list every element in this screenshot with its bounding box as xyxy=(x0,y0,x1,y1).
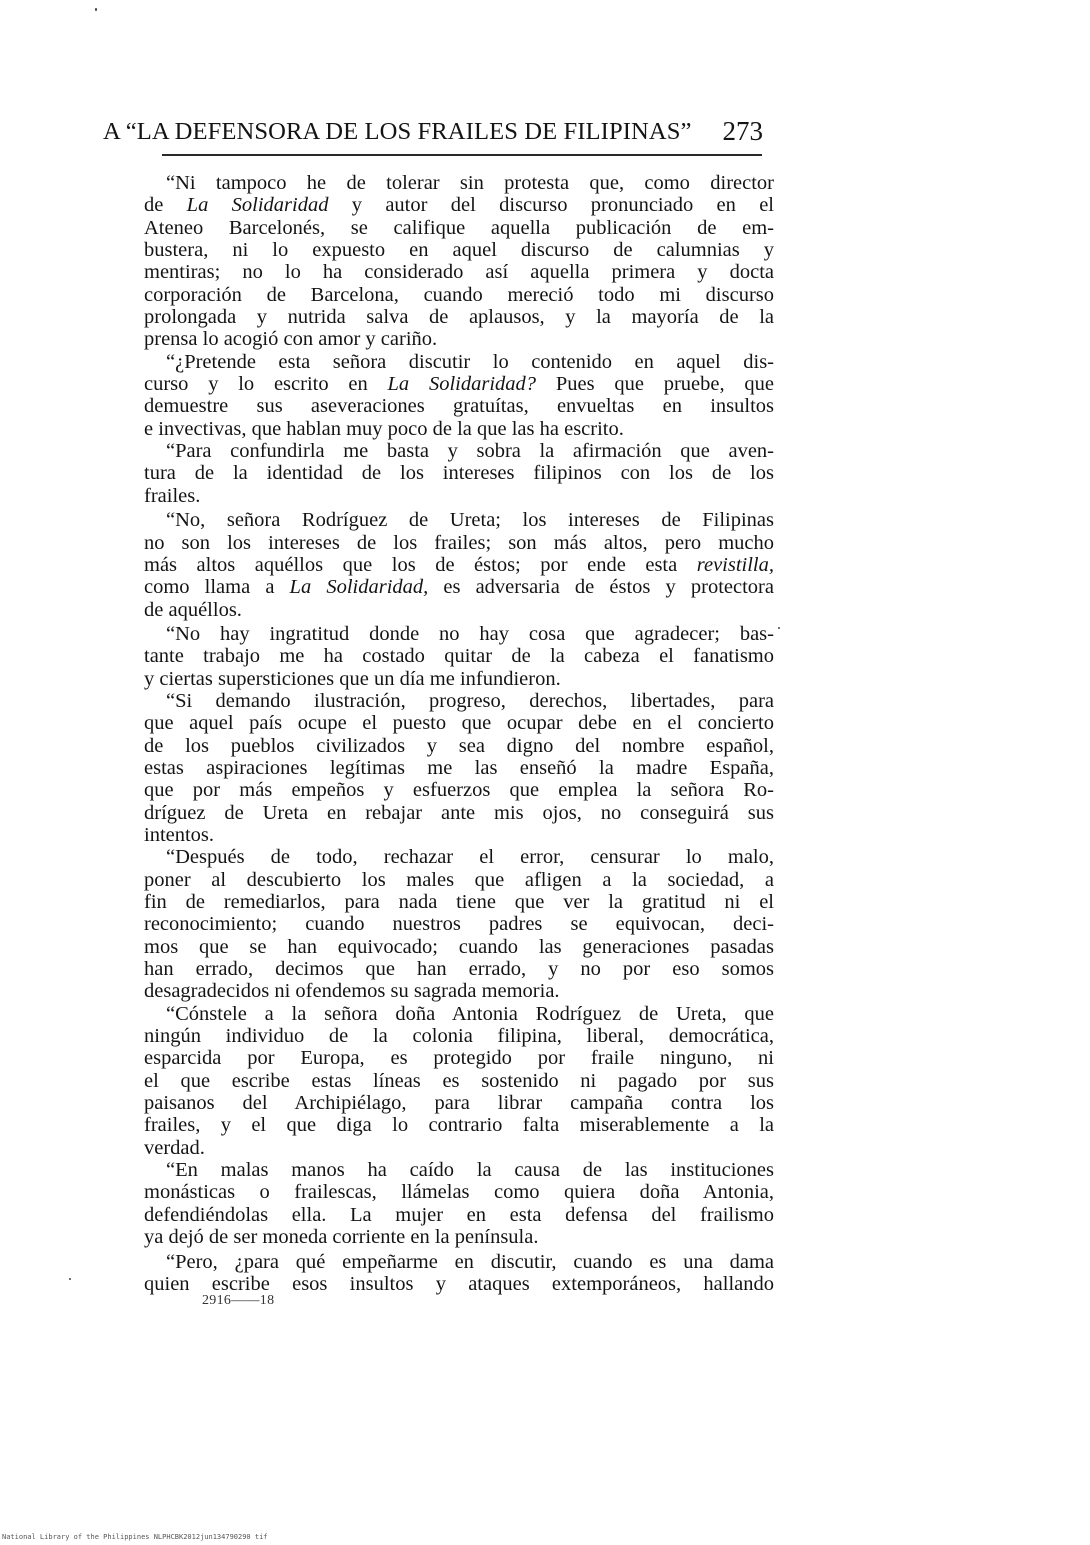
text-line: estas aspiraciones legítimas me las enseñó la madre España, xyxy=(144,756,774,779)
text-line: reconocimiento; cuando nuestros padres se equivocan, deci- xyxy=(144,913,774,936)
text-line: Ateneo Barcelonés, se califique aquella publicación de em- xyxy=(144,216,774,239)
text-line: bustera, ni lo expuesto en aquel discurso de calumnias y xyxy=(144,239,774,262)
text-line: más altos aquéllos que los de éstos; por ende esta revistilla, xyxy=(144,553,774,576)
paragraph xyxy=(144,509,774,621)
text-line: de aquéllos. xyxy=(144,598,242,621)
text-line: desagradecidos ni ofendemos su sagrada memoria. xyxy=(144,980,560,1003)
text-line: verdad. xyxy=(144,1136,205,1159)
text-line: que por más empeños y esfuerzos que emplea la señora Ro- xyxy=(144,779,774,802)
text-line: monásticas o frailescas, llámelas como quiera doña Antonia, xyxy=(144,1181,774,1204)
italic-title: La Solidaridad xyxy=(186,194,329,217)
scan-speck xyxy=(95,8,97,11)
text-line: “No, señora Rodríguez de Ureta; los intereses de Filipinas xyxy=(166,509,774,532)
text-line: “No hay ingratitud donde no hay cosa que agradecer; bas- xyxy=(166,622,774,645)
signature-mark: 2916——18 xyxy=(202,1293,275,1308)
text-line: esparcida por Europa, es protegido por fraile ninguno, ni xyxy=(144,1047,774,1070)
text-line: “Si demando ilustración, progreso, derechos, libertades, para xyxy=(166,689,774,712)
paragraph xyxy=(144,846,774,1002)
italic-title: La Solidaridad? xyxy=(387,373,537,396)
text-line: poner al descubierto los males que afligen a la sociedad, a xyxy=(144,868,774,891)
text-line: “¿Pretende esta señora discutir lo contenido en aquel dis- xyxy=(166,350,774,373)
text-line: corporación de Barcelona, cuando mereció todo mi discurso xyxy=(144,283,774,306)
scan-speck xyxy=(778,627,780,629)
text-line: que aquel país ocupe el puesto que ocupar debe en el concierto xyxy=(144,712,774,735)
body-text xyxy=(144,172,774,1295)
text-line: “Después de todo, rechazar el error, censurar lo malo, xyxy=(166,846,774,869)
text-line: y ciertas supersticiones que un día me infundieron. xyxy=(144,667,561,690)
text-line: ningún individuo de la colonia filipina, liberal, democrática, xyxy=(144,1025,774,1048)
text-line: mos que se han equivocado; cuando las generaciones pasadas xyxy=(144,935,774,958)
text-line: “Cónstele a la señora doña Antonia Rodríguez de Ureta, que xyxy=(166,1002,774,1025)
text-line: quien escribe esos insultos y ataques extemporáneos, hallando xyxy=(144,1272,774,1295)
paragraph xyxy=(144,690,774,846)
paragraph xyxy=(144,1159,774,1248)
scan-credit: National Library of the Philippines NLPHCBK2012jun134790290 tif xyxy=(2,1533,268,1541)
text-line: e invectivas, que hablan muy poco de la que las ha escrito. xyxy=(144,417,624,440)
paragraph xyxy=(144,1251,774,1296)
text-line: tura de la identidad de los intereses filipinos con los de los xyxy=(144,462,774,485)
page-number: 273 xyxy=(722,116,763,146)
text-line: frailes, y el que diga lo contrario falta miserablemente a la xyxy=(144,1114,774,1137)
text-line: defendiéndolas ella. La mujer en esta defensa del frailismo xyxy=(144,1203,774,1226)
running-title: A “LA DEFENSORA DE LOS FRAILES DE FILIPINAS” xyxy=(103,118,692,145)
text-line: “En malas manos ha caído la causa de las instituciones xyxy=(166,1159,774,1182)
text-line: “Pero, ¿para qué empeñarme en discutir, cuando es una dama xyxy=(166,1250,774,1273)
text-line: ya dejó de ser moneda corriente en la península. xyxy=(144,1226,539,1249)
text-line: paisanos del Archipiélago, para librar campaña contra los xyxy=(144,1092,774,1115)
text-line: “Ni tampoco he de tolerar sin protesta que, como director xyxy=(166,172,774,194)
text-line: prensa lo acogió con amor y cariño. xyxy=(144,328,438,351)
italic-word: revistilla, xyxy=(696,553,774,576)
text-line: de los pueblos civilizados y sea digno del nombre español, xyxy=(144,734,774,757)
header-rule xyxy=(162,154,762,156)
text-line: prolongada y nutrida salva de aplausos, y la mayoría de la xyxy=(144,306,774,329)
paragraph xyxy=(144,440,774,507)
text-line: fin de remediarlos, para nada tiene que ver la gratitud ni el xyxy=(144,891,774,913)
paragraph xyxy=(144,623,774,690)
text-line: dríguez de Ureta en rebajar ante mis ojos, no conseguirá sus xyxy=(144,801,774,824)
text-line: de La Solidaridad y autor del discurso pronunciado en el xyxy=(144,194,774,217)
running-header xyxy=(103,114,765,154)
text-line: mentiras; no lo ha considerado así aquella primera y docta xyxy=(144,261,774,284)
paragraph xyxy=(144,351,774,440)
text-line: frailes. xyxy=(144,484,201,507)
scan-speck xyxy=(69,1278,71,1280)
text-line: han errado, decimos que han errado, y no por eso somos xyxy=(144,958,774,981)
text-line: intentos. xyxy=(144,823,215,846)
text-line: no son los intereses de los frailes; son más altos, pero mucho xyxy=(144,531,774,554)
paragraph xyxy=(144,172,774,351)
text-line: tante trabajo me ha costado quitar de la cabeza el fanatismo xyxy=(144,645,774,668)
text-line: el que escribe estas líneas es sostenido ni pagado por sus xyxy=(144,1069,774,1092)
text-line: curso y lo escrito en La Solidaridad? Pues que pruebe, que xyxy=(144,373,775,396)
paragraph xyxy=(144,1003,774,1159)
text-line: como llama a La Solidaridad, es adversaria de éstos y protectora xyxy=(144,576,774,599)
text-line: demuestre sus aseveraciones gratuítas, envueltas en insultos xyxy=(144,395,774,418)
italic-title: La Solidaridad, xyxy=(289,576,429,599)
text-line: “Para confundirla me basta y sobra la afirmación que aven- xyxy=(166,440,774,463)
